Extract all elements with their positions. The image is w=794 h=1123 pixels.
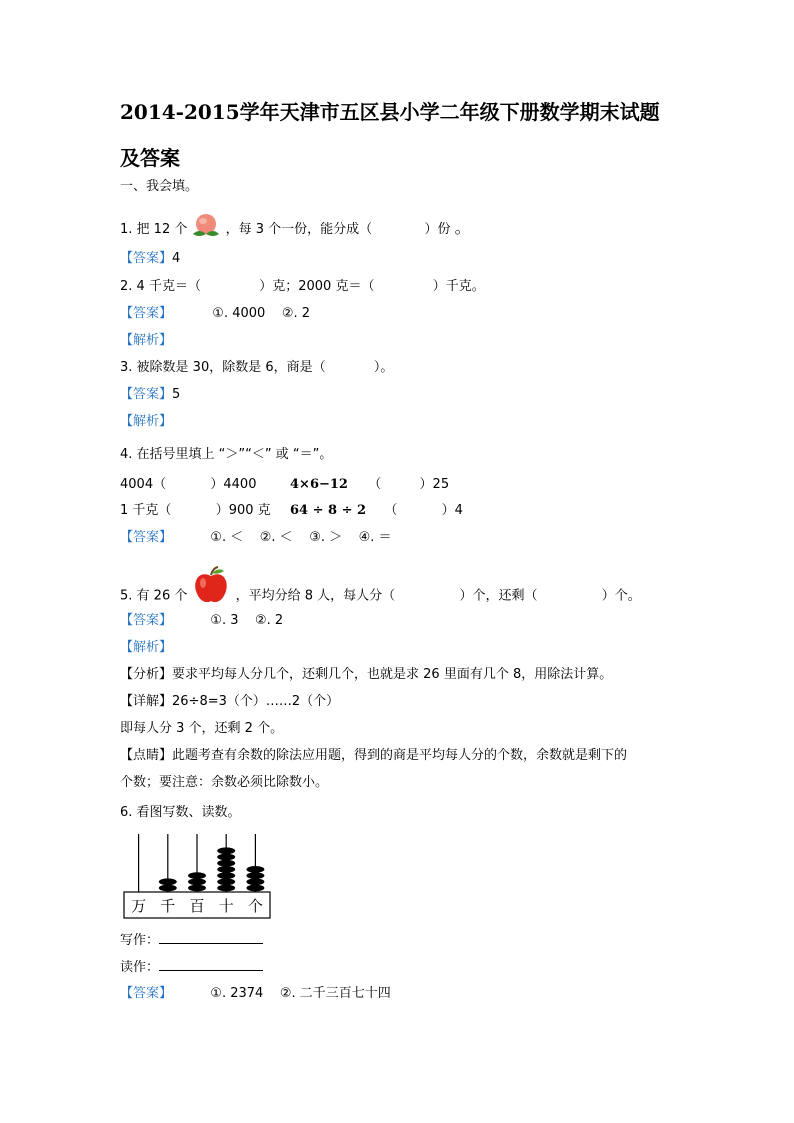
answer-tag: 【答案】 xyxy=(120,613,173,628)
q5-fenxi xyxy=(120,666,612,684)
answer-text: 5 xyxy=(172,387,181,402)
q5-answer xyxy=(120,612,283,630)
abacus xyxy=(122,832,272,920)
q4-r2b-right: ）4 xyxy=(441,503,463,518)
write-blank[interactable] xyxy=(159,931,263,944)
abacus-bead xyxy=(217,854,235,861)
page-title-cont: 及答案 xyxy=(120,146,180,170)
q5-dianjing xyxy=(120,747,627,765)
q6-write xyxy=(120,931,263,950)
q4-row2-a xyxy=(120,502,271,520)
analysis-tag: 【解析】 xyxy=(120,333,173,348)
answer-tag: 【答案】 xyxy=(120,530,173,545)
answer-text: ①. 4000 ②. 2 xyxy=(212,306,311,321)
q5-xiangjie xyxy=(120,693,339,711)
answer-text: ①. 3 ②. 2 xyxy=(210,613,284,628)
q4-row1-a xyxy=(120,476,256,494)
abacus-bead xyxy=(217,885,235,892)
q3-text-pre: 3. 被除数是 30，除数是 6，商是（ xyxy=(120,360,326,375)
abacus-place-label: 千 xyxy=(160,897,176,915)
q5-text-pre: 5. 有 26 个 xyxy=(120,588,188,604)
read-blank[interactable] xyxy=(159,958,263,971)
page-title: 2014-2015学年天津市五区县小学二年级下册数学期末试题 xyxy=(120,100,660,124)
dianjing-text: 此题考查有余数的除法应用题，得到的商是平均每人分的个数，余数就是剩下的 xyxy=(172,748,628,763)
read-label: 读作： xyxy=(120,960,160,975)
answer-tag: 【答案】 xyxy=(120,387,173,402)
q3-answer xyxy=(120,386,180,404)
q4-row1-b xyxy=(290,476,449,494)
answer-tag: 【答案】 xyxy=(120,986,173,1001)
q2-answer xyxy=(120,305,310,323)
q4-r1a-left: 4004（ xyxy=(120,477,167,492)
q6-stem: 6. 看图写数、读数。 xyxy=(120,805,241,820)
section-heading: 一、我会填。 xyxy=(120,179,199,194)
dianjing-tag: 【点睛】 xyxy=(120,748,173,763)
q1-stem xyxy=(120,219,471,240)
abacus-bead xyxy=(246,885,264,892)
answer-tag: 【答案】 xyxy=(120,306,173,321)
q4-r1b-left: （ xyxy=(368,477,382,492)
q1-text-end: 。 xyxy=(454,218,471,237)
q1-text-mid: ，每 3 个一份，能分成（ xyxy=(225,222,373,237)
q3-stem xyxy=(120,359,393,377)
abacus-place-label: 十 xyxy=(218,897,234,915)
q5-text-post: ）个。 xyxy=(601,588,641,604)
abacus-bead xyxy=(246,866,264,873)
abacus-figure xyxy=(122,832,272,920)
q4-r2a-left: 1 千克（ xyxy=(120,503,172,518)
q5-text-mid: ，平均分给 8 人，每人分（ xyxy=(235,588,396,604)
answer-tag: 【答案】 xyxy=(120,251,173,266)
q3-analysis xyxy=(120,413,172,431)
abacus-bead xyxy=(188,872,206,879)
abacus-place-label: 百 xyxy=(189,897,205,915)
abacus-place-label: 万 xyxy=(131,897,147,915)
abacus-place-label: 个 xyxy=(247,897,263,915)
q4-r1b-expr: 4×6−12 xyxy=(290,477,348,492)
q6-read xyxy=(120,958,263,977)
abacus-bead xyxy=(217,866,235,873)
q4-r2a-right: ）900 克 xyxy=(215,503,271,518)
write-label: 写作： xyxy=(120,933,160,948)
q5-ji: 即每人分 3 个，还剩 2 个。 xyxy=(120,721,284,736)
fenxi-tag: 【分析】 xyxy=(120,667,173,682)
abacus-bead xyxy=(159,878,177,885)
apple-icon xyxy=(191,565,231,605)
analysis-tag: 【解析】 xyxy=(120,414,173,429)
q2-text-mid: ）克；2000 克＝（ xyxy=(259,279,375,294)
abacus-bead xyxy=(188,885,206,892)
answer-text: 4 xyxy=(172,251,181,266)
q4-answer xyxy=(120,529,392,547)
q4-r1b-right: ）25 xyxy=(419,477,450,492)
abacus-bead xyxy=(217,872,235,879)
q4-r2b-expr: 64 ÷ 8 ÷ 2 xyxy=(290,503,367,518)
q5-dianjing-cont: 个数；要注意：余数必须比除数小。 xyxy=(120,775,329,790)
q4-r1a-right: ）4400 xyxy=(210,477,257,492)
q4-row2-b xyxy=(290,502,463,520)
abacus-bead xyxy=(217,878,235,885)
abacus-bead xyxy=(159,885,177,892)
fenxi-text: 要求平均每人分几个，还剩几个，也就是求 26 里面有几个 8，用除法计算。 xyxy=(172,667,613,682)
q2-text-post: ）千克。 xyxy=(432,279,485,294)
answer-text: ①. ＜ ②. ＜ ③. ＞ ④. ＝ xyxy=(210,530,392,545)
q4-r2b-left: （ xyxy=(384,503,398,518)
abacus-bead xyxy=(188,878,206,885)
abacus-bead xyxy=(217,860,235,867)
q3-text-post: ）。 xyxy=(373,360,394,375)
answer-text: ①. 2374 ②. 二千三百七十四 xyxy=(210,986,391,1001)
q5-text-mid2: ）个，还剩（ xyxy=(459,588,538,604)
q4-stem: 4. 在括号里填上 “＞”“＜” 或 “＝”。 xyxy=(120,447,333,462)
q1-text-post: ）份 xyxy=(424,222,451,237)
q2-stem xyxy=(120,278,485,296)
q5-analysis xyxy=(120,639,172,657)
q2-text-pre: 2. 4 千克＝（ xyxy=(120,279,201,294)
q2-analysis xyxy=(120,332,172,350)
q5-stem xyxy=(120,587,641,606)
q1-text-pre: 1. 把 12 个 xyxy=(120,222,188,237)
abacus-bead xyxy=(217,847,235,854)
abacus-bead xyxy=(246,878,264,885)
peach-icon xyxy=(191,212,221,240)
xiangjie-tag: 【详解】 xyxy=(120,694,173,709)
xiangjie-text: 26÷8=3（个）……2（个） xyxy=(172,694,340,709)
q1-answer xyxy=(120,250,180,268)
abacus-bead xyxy=(246,872,264,879)
q6-answer xyxy=(120,985,391,1003)
analysis-tag: 【解析】 xyxy=(120,640,173,655)
